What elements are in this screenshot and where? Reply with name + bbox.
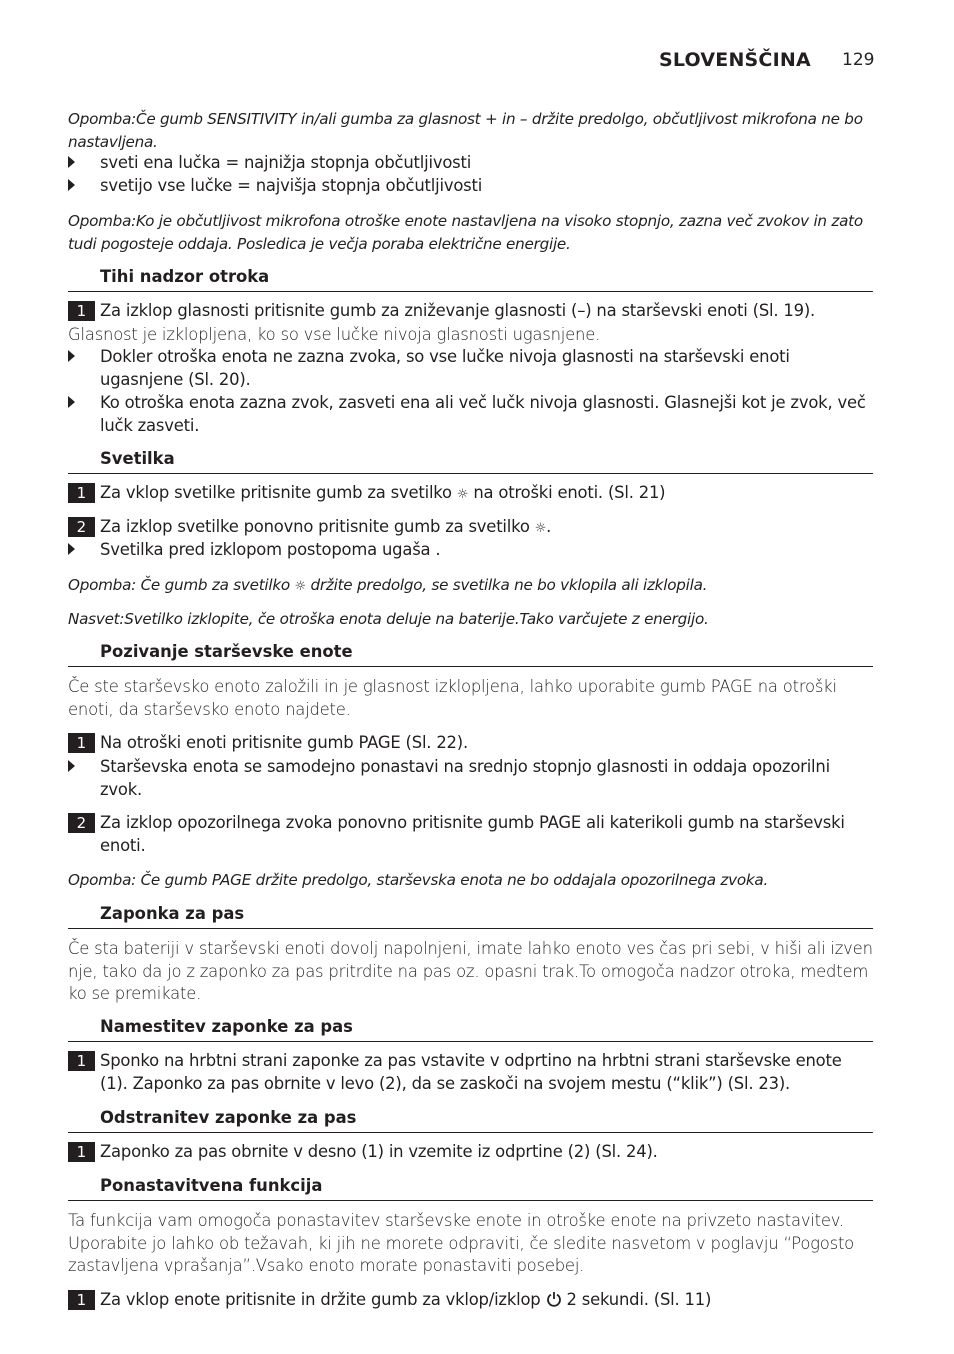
step: 1 Sponko na hrbtni strani zaponke za pas vstavite v odprtino na hrbtni strani starševske enote (1). Zaponko za pas obrnite v levo (2), da se zaskoči na svojem mestu (“klik”) (Sl. 23). — [100, 1050, 874, 1095]
note-page: Opomba: Če gumb PAGE držite predolgo, starševska enota ne bo oddajala opozorilnega zvoka. — [68, 871, 769, 889]
step-number: 1 — [68, 733, 95, 753]
bullet-icon — [68, 350, 75, 362]
section-language-title: SLOVENŠČINA — [659, 49, 811, 71]
section-heading: Ponastavitvena funkcija — [100, 1176, 323, 1195]
paragraph: Če ste starševsko enoto založili in je glasnost izklopljena, lahko uporabite gumb PAGE na otroški enoti, da starševsko enoto najdete. — [68, 677, 837, 719]
step-number: 1 — [68, 301, 95, 321]
step-number: 1 — [68, 483, 95, 503]
step-number: 2 — [68, 813, 95, 833]
step: 1 Za vklop svetilke pritisnite gumb za svetilko ☼ na otroški enoti. (Sl. 21) — [100, 482, 874, 507]
step-number: 1 — [68, 1290, 95, 1310]
step-number: 2 — [68, 517, 95, 537]
tip-battery: Nasvet:Svetilko izklopite, če otroška enota deluje na baterije.Tako varčujete z energijo. — [68, 610, 709, 628]
section-heading: Svetilka — [100, 449, 175, 468]
divider — [68, 1041, 873, 1042]
page-number: 129 — [842, 50, 875, 70]
bullet-icon — [68, 179, 75, 191]
bullet-icon — [68, 543, 75, 555]
divider — [68, 1132, 873, 1133]
section-heading: Tihi nadzor otroka — [100, 267, 270, 286]
bullet-icon — [68, 156, 75, 168]
step: 1 Za izklop glasnosti pritisnite gumb za zniževanje glasnosti (–) na starševski enoti (Sl. 19). — [100, 300, 874, 323]
lamp-icon: ☼ — [294, 579, 306, 594]
note-sensitivity: Opomba:Če gumb SENSITIVITY in/ali gumba za glasnost + in – držite predolgo, občutljivost mikrofona ne bo nastavljena. — [68, 110, 863, 151]
list-item: Starševska enota se samodejno ponastavi na srednjo stopnjo glasnosti in oddaja opozorilni zvok. — [100, 756, 874, 801]
list-item: Dokler otroška enota ne zazna zvoka, so vse lučke nivoja glasnosti na starševski enoti ugasnjene (Sl. 20). — [100, 346, 874, 391]
paragraph: Ta funkcija vam omogoča ponastavitev starševske enote in otroške enote na privzeto nastavitev. Uporabite jo lahko ob težavah, ki jih ne morete odpraviti, če sledite nasvetom v poglavju “Pogosto zastavljena vprašanja”.Vsako enoto morate ponastaviti posebej. — [68, 1211, 855, 1275]
list-item: Ko otroška enota zazna zvok, zasveti ena ali več lučk nivoja glasnosti. Glasnejši kot je zvok, več lučk zasveti. — [100, 392, 874, 437]
bullet-icon — [68, 760, 75, 772]
power-icon — [546, 1291, 562, 1314]
list-item: sveti ena lučka = najnižja stopnja občutljivosti — [100, 152, 874, 175]
lamp-icon: ☼ — [534, 521, 547, 536]
divider — [68, 666, 873, 667]
step: 2 Za izklop opozorilnega zvoka ponovno pritisnite gumb PAGE ali katerikoli gumb na starševski enoti. — [100, 812, 874, 857]
list-item: Svetilka pred izklopom postopoma ugaša . — [100, 539, 874, 562]
subsection-heading: Odstranitev zaponke za pas — [100, 1108, 357, 1127]
step: 1 Za vklop enote pritisnite in držite gumb za vklop/izklop 2 sekundi. (Sl. 11) — [100, 1289, 874, 1314]
divider — [68, 1200, 873, 1201]
step: 1 Zaponko za pas obrnite v desno (1) in vzemite iz odprtine (2) (Sl. 24). — [100, 1141, 874, 1164]
section-heading: Pozivanje starševske enote — [100, 642, 353, 661]
list-item: svetijo vse lučke = najvišja stopnja občutljivosti — [100, 175, 874, 198]
step-number: 1 — [68, 1142, 95, 1162]
divider — [68, 473, 873, 474]
paragraph: Glasnost je izklopljena, ko so vse lučke nivoja glasnosti ugasnjene. — [68, 325, 601, 344]
note-lamp: Opomba: Če gumb za svetilko ☼ držite predolgo, se svetilka ne bo vklopila ali izklopila. — [68, 576, 708, 594]
lamp-icon: ☼ — [456, 487, 469, 502]
subsection-heading: Namestitev zaponke za pas — [100, 1017, 353, 1036]
divider — [68, 291, 873, 292]
step: 1 Na otroški enoti pritisnite gumb PAGE (Sl. 22). — [100, 732, 874, 755]
paragraph: Če sta bateriji v starševski enoti dovolj napolnjeni, imate lahko enoto ves čas pri sebi, v hiši ali izven nje, tako da jo z zaponko za pas pritrdite na pas oz. opasni trak.To omogoča nadzor otroka, medtem ko se premikate. — [68, 939, 873, 1003]
bullet-icon — [68, 396, 75, 408]
step-number: 1 — [68, 1051, 95, 1071]
note-microphone: Opomba:Ko je občutljivost mikrofona otroške enote nastavljena na visoko stopnjo, zazna več zvokov in zato tudi pogosteje oddaja. Posledica je večja poraba električne energije. — [68, 212, 863, 253]
step: 2 Za izklop svetilke ponovno pritisnite gumb za svetilko ☼. — [100, 516, 874, 541]
divider — [68, 928, 873, 929]
section-heading: Zaponka za pas — [100, 904, 245, 923]
